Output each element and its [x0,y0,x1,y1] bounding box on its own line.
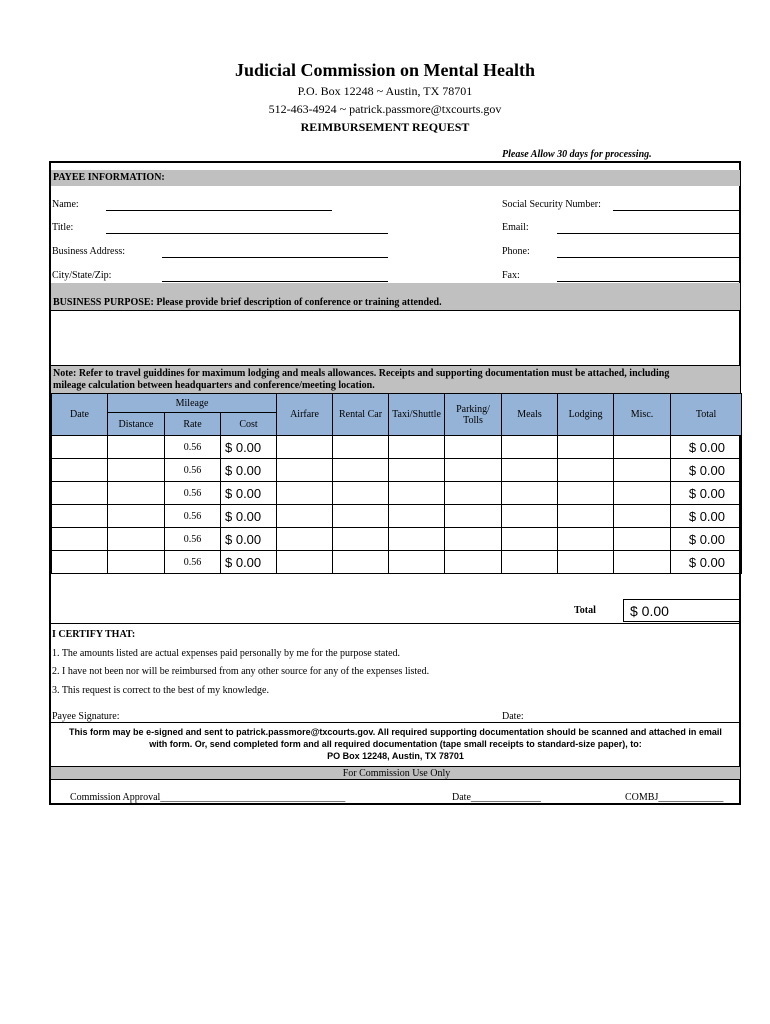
processing-note: Please Allow 30 days for processing. [502,149,652,160]
col-date-header: Date [52,394,108,436]
total-cell: $ 0.00 [671,482,742,505]
table-row [52,528,742,551]
form-header-title: Judicial Commission on Mental Health [234,60,535,80]
city-state-zip-label: City/State/Zip: [52,270,112,281]
meals-cell[interactable] [502,459,558,482]
col-rental-car-header: Rental Car [333,394,389,436]
ssn-label: Social Security Number: [502,199,601,210]
date-cell[interactable] [52,436,108,459]
certify-title: I CERTIFY THAT: [52,629,136,640]
travel-note-line-2: mileage calculation between headquarters and conference/meeting location. [53,380,375,391]
col-lodging-header: Lodging [558,394,614,436]
col-rate-header: Rate [165,413,221,436]
date-cell[interactable] [52,482,108,505]
total-cell: $ 0.00 [671,459,742,482]
table-row [52,436,742,459]
col-parking-header [445,394,502,436]
airfare-cell[interactable] [277,551,333,574]
header-contact: 512-463-4924 ~ patrick.passmore@txcourts.gov [268,102,502,116]
taxi-cell[interactable] [389,459,445,482]
title-field[interactable] [106,233,388,234]
divider [51,722,740,723]
name-label: Name: [52,199,79,210]
lodging-cell[interactable] [558,551,614,574]
date-label: Date: [502,711,524,722]
commission-date-field[interactable]: Date______________ [452,792,541,803]
rental-car-cell[interactable] [333,528,389,551]
commission-approval-field[interactable]: Commission Approval_____________________________________ [70,792,346,803]
meals-cell[interactable] [502,505,558,528]
business-address-field[interactable] [162,257,388,258]
lodging-cell[interactable] [558,459,614,482]
expense-rows [52,436,742,574]
date-cell[interactable] [52,551,108,574]
rental-car-cell[interactable] [333,551,389,574]
ssn-field[interactable] [613,210,740,211]
distance-cell[interactable] [108,551,165,574]
parking-cell[interactable] [445,528,502,551]
parking-cell[interactable] [445,505,502,528]
taxi-cell[interactable] [389,436,445,459]
airfare-cell[interactable] [277,482,333,505]
table-row [52,482,742,505]
taxi-cell[interactable] [389,505,445,528]
table-row [52,459,742,482]
taxi-cell[interactable] [389,551,445,574]
grand-total-value: $ 0.00 [623,599,740,622]
submission-instructions [51,726,740,762]
airfare-cell[interactable] [277,528,333,551]
col-distance-header: Distance [108,413,165,436]
date-cell[interactable] [52,505,108,528]
business-purpose-field[interactable] [51,311,740,365]
table-row [52,551,742,574]
title-label: Title: [52,222,74,233]
taxi-cell[interactable] [389,528,445,551]
rate-cell: 0.56 [165,459,221,482]
email-label: Email: [502,222,529,233]
col-mileage-header: Mileage [108,394,277,413]
parking-cell[interactable] [445,482,502,505]
rental-car-cell[interactable] [333,436,389,459]
commission-use-header: For Commission Use Only [51,766,740,780]
lodging-cell[interactable] [558,482,614,505]
cost-cell: $ 0.00 [221,482,277,505]
meals-cell[interactable] [502,436,558,459]
rate-cell: 0.56 [165,482,221,505]
date-cell[interactable] [52,459,108,482]
business-address-label: Business Address: [52,246,126,257]
business-purpose-header: BUSINESS PURPOSE: Please provide brief description of conference or training attended. [51,283,740,310]
lodging-cell[interactable] [558,505,614,528]
payee-signature-label: Payee Signature: [52,711,120,722]
misc-cell[interactable] [614,505,671,528]
rate-cell: 0.56 [165,436,221,459]
col-taxi-header: Taxi/Shuttle [389,394,445,436]
parking-label-1: Parking/ [456,403,490,415]
cost-cell: $ 0.00 [221,528,277,551]
certify-item-3: 3. This request is correct to the best of my knowledge. [52,685,269,696]
cost-cell: $ 0.00 [221,436,277,459]
rental-car-cell[interactable] [333,482,389,505]
phone-field[interactable] [557,257,740,258]
submission-line-1: This form may be e-signed and sent to patrick.passmore@txcourts.gov. All required supporting documentation should be scanned and attached in email [69,727,722,737]
cost-cell: $ 0.00 [221,551,277,574]
meals-cell[interactable] [502,551,558,574]
col-misc-header: Misc. [614,394,671,436]
certify-item-1: 1. The amounts listed are actual expenses paid personally by me for the purpose stated. [52,648,401,659]
meals-cell[interactable] [502,528,558,551]
misc-cell[interactable] [614,436,671,459]
parking-cell[interactable] [445,551,502,574]
distance-cell[interactable] [108,459,165,482]
col-airfare-header: Airfare [277,394,333,436]
total-cell: $ 0.00 [671,436,742,459]
form-title: REIMBURSEMENT REQUEST [300,120,470,134]
grand-total-label: Total [574,605,596,616]
airfare-cell[interactable] [277,505,333,528]
misc-cell[interactable] [614,482,671,505]
airfare-cell[interactable] [277,436,333,459]
distance-cell[interactable] [108,482,165,505]
meals-cell[interactable] [502,482,558,505]
col-meals-header: Meals [502,394,558,436]
expense-table [51,393,742,574]
city-state-zip-field[interactable] [162,281,388,282]
lodging-cell[interactable] [558,436,614,459]
rental-car-cell[interactable] [333,459,389,482]
submission-line-2: with form. Or, send completed form and all required documentation (tape small receipts to standard-size paper), to: [149,739,642,749]
rental-car-cell[interactable] [333,505,389,528]
total-cell: $ 0.00 [671,505,742,528]
payee-section-header: PAYEE INFORMATION: [51,170,740,186]
certify-item-2: 2. I have not been nor will be reimbursed from any other source for any of the expenses listed. [52,666,430,677]
distance-cell[interactable] [108,528,165,551]
combj-field[interactable]: COMBJ_____________ [625,792,724,803]
taxi-cell[interactable] [389,482,445,505]
table-row [52,505,742,528]
misc-cell[interactable] [614,528,671,551]
travel-note [51,365,740,393]
total-cell: $ 0.00 [671,528,742,551]
distance-cell[interactable] [108,436,165,459]
rate-cell: 0.56 [165,551,221,574]
divider [51,623,740,624]
header-address: P.O. Box 12248 ~ Austin, TX 78701 [297,84,473,98]
parking-cell[interactable] [445,459,502,482]
name-field[interactable] [106,210,332,211]
cost-cell: $ 0.00 [221,505,277,528]
submission-line-3: PO Box 12248, Austin, TX 78701 [327,751,464,761]
misc-cell[interactable] [614,551,671,574]
rate-cell: 0.56 [165,528,221,551]
fax-label: Fax: [502,270,520,281]
travel-note-line-1: Note: Refer to travel guiddines for maximum lodging and meals allowances. Receipts and supporting documentation must be attached, including [53,368,670,379]
distance-cell[interactable] [108,505,165,528]
fax-field[interactable] [557,281,740,282]
cost-cell: $ 0.00 [221,459,277,482]
rate-cell: 0.56 [165,505,221,528]
parking-cell[interactable] [445,436,502,459]
col-cost-header: Cost [221,413,277,436]
total-cell: $ 0.00 [671,551,742,574]
lodging-cell[interactable] [558,528,614,551]
phone-label: Phone: [502,246,530,257]
email-field[interactable] [557,233,740,234]
misc-cell[interactable] [614,459,671,482]
parking-label-2: Tolls [463,414,483,426]
date-cell[interactable] [52,528,108,551]
col-total-header: Total [671,394,742,436]
airfare-cell[interactable] [277,459,333,482]
